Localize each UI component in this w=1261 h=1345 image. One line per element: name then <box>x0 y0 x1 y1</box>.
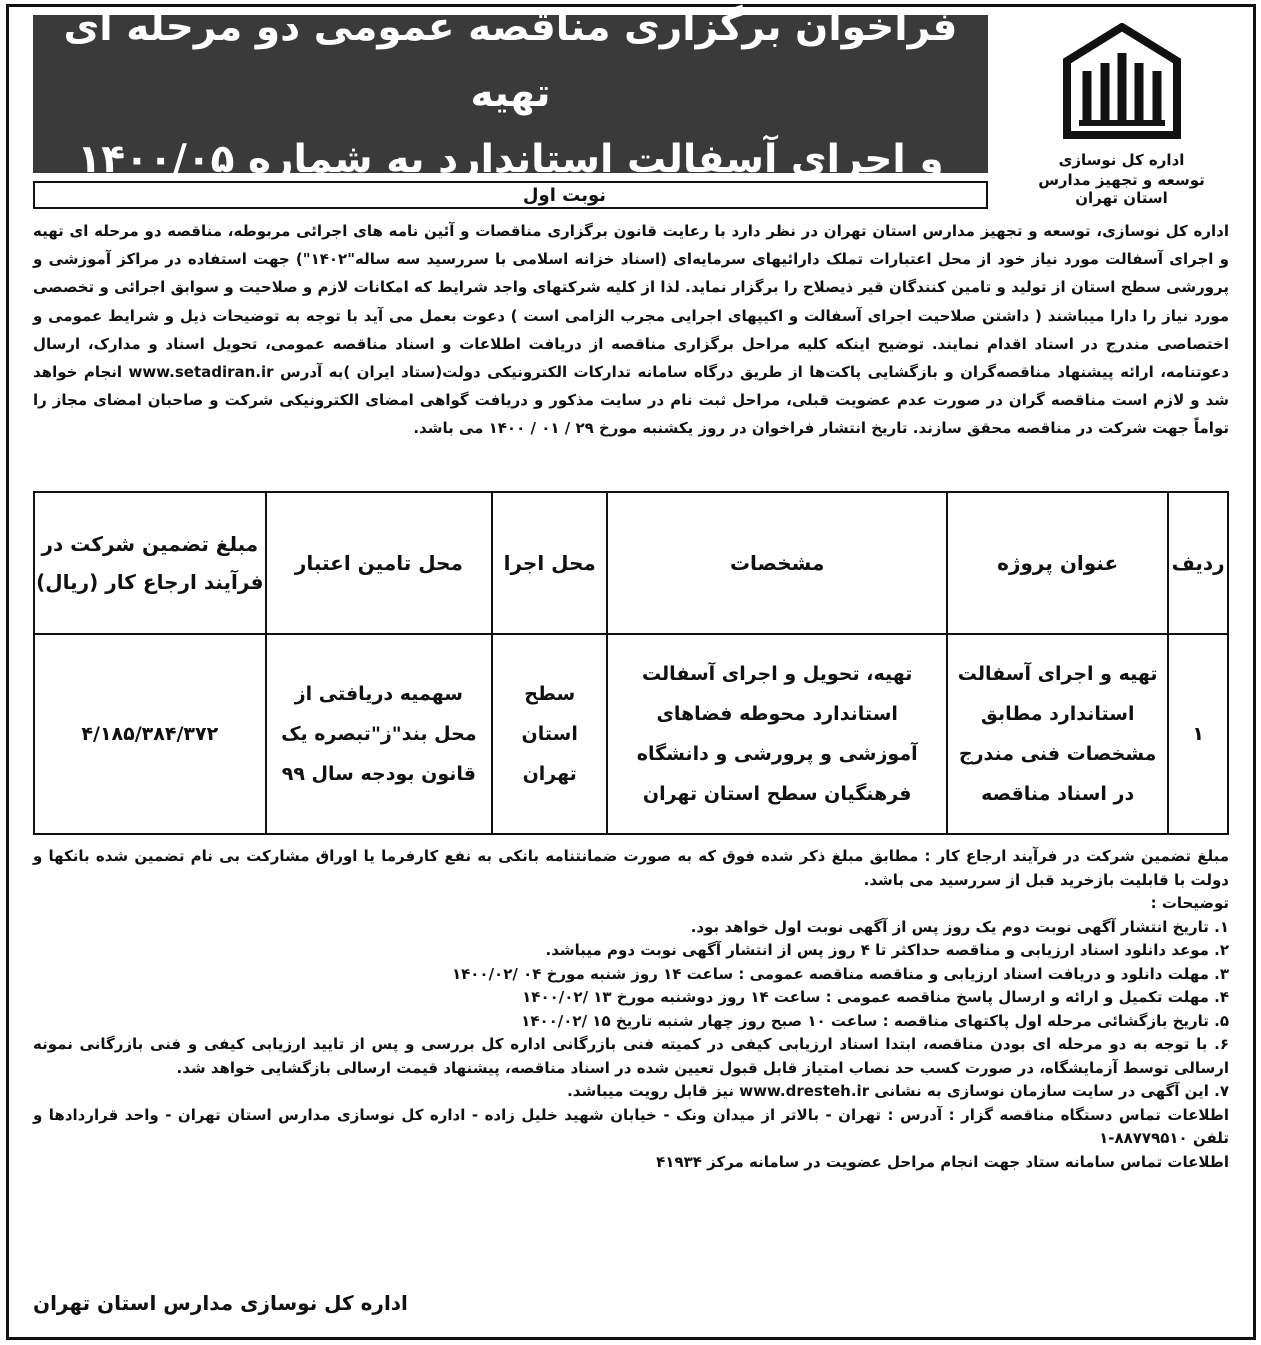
organization-logo-icon <box>1057 23 1187 141</box>
col-header-place: محل اجرا <box>492 492 607 634</box>
note-item: ۷. این آگهی در سایت سازمان نوسازی به نشانی www.dresteh.ir نیز قابل رویت میباشد. <box>567 1082 1229 1100</box>
col-header-spec: مشخصات <box>607 492 947 634</box>
col-header-amount: مبلغ تضمین شرکت در فرآیند ارجاع کار (ریال) <box>34 492 266 634</box>
project-table <box>33 491 1229 835</box>
note-item: ۵. تاریخ بازگشائی مرحله اول پاکتهای مناقصه : ساعت ۱۰ صبح روز چهار شنبه تاریخ ۱۵ /۱۴۰۰/۰۲ <box>521 1011 1229 1030</box>
note-item: ۱. تاریخ انتشار آگهی نوبت دوم یک روز پس از آگهی نوبت اول خواهد بود. <box>690 917 1229 936</box>
round-label: نوبت اول <box>33 181 988 209</box>
org-name-line-2: توسعه و تجهیز مدارس استان تهران <box>1038 171 1205 207</box>
table-row <box>34 634 1228 834</box>
table-header-row <box>34 492 1228 634</box>
note-item: ۳. مهلت دانلود و دریافت اسناد ارزیابی و مناقصه مناقصه عمومی : ساعت ۱۴ روز شنبه مورخ ۰۴ /۱۴۰۰/۰۲ <box>451 964 1229 983</box>
col-header-title: عنوان پروژه <box>947 492 1168 634</box>
notice-header <box>33 5 1229 207</box>
title-banner <box>33 5 988 182</box>
intro-paragraph: اداره کل نوسازی، توسعه و تجهیز مدارس استان تهران در نظر دارد با رعایت قانون برگزاری مناقصات و آئین نامه های اجرائی مربوطه، مناقصه دو مرحله ای تهیه و اجرای آسفالت مورد نیاز خود از محل اعتبارات تملک دارائیهای سرمایه‌ای (اسناد خزانه اسلامی با سررسید سه ساله"۱۴۰۲") جهت استفاده در مراکز آموزشی و پرورشی سطح استان از تولید و تامین کنندگان قیر ذیصلاح را برگزار نماید. لذا از کلیه شرکتهای واجد شرایط که امکانات لازم و صلاحیت و سوابق اجرائی و تخصصی مورد نیاز را دارا میباشند ( داشتن صلاحیت اجرای آسفالت و اکیپهای اجرایی مجرب الزامی است ) دعوت بعمل می آید با توجه به توضیحات ذیل و شرایط عمومی و اختصاصی مندرج در اسناد اقدام نمایند. توضیح اینکه کلیه مراحل برگزاری مناقصه از دریافت اطلاعات و اسناد مناقصه عمومی، تحویل اسناد و مدارک، ارسال دعوتنامه، ارائه پیشنهاد مناقصه‌گران و بازگشایی پاکت‌ها از طریق درگاه سامانه تدارکات الکترونیکی دولت(ستاد ایران )به آدرس www.setadiran.ir انجام خواهد شد و لازم است مناقصه گران در صورت عدم عضویت قبلی، مراحل ثبت نام در سایت مذکور و دریافت گواهی امضای الکترونیکی شرکت و صاحبان امضای مجاز را تواماً جهت شرکت در مناقصه محقق سازند. تاریخ انتشار فراخوان در روز یکشنبه مورخ ۲۹ / ۰۱ / ۱۴۰۰ می باشد. <box>33 222 1230 438</box>
title-line-1: فراخوان برگزاری مناقصه عمومی دو مرحله ای تهیه <box>63 5 958 116</box>
tender-notice <box>6 4 1256 1340</box>
cell-spec: تهیه، تحویل و اجرای آسفالت استاندارد محوطه فضاهای آموزشی و پرورشی و دانشگاه فرهنگیان سطح استان تهران <box>607 634 947 834</box>
note-item: ۴. مهلت تکمیل و ارائه و ارسال پاسخ مناقصه عمومی : ساعت ۱۴ روز دوشنبه مورخ ۱۳ /۱۴۰۰/۰۲ <box>522 988 1229 1006</box>
signature: اداره کل نوسازی مدارس استان تهران <box>33 1291 408 1315</box>
note-item: ۲. موعد دانلود اسناد ارزیابی و مناقصه حداکثر تا ۴ روز پس از انتشار آگهی نوبت دوم میباشد. <box>545 941 1229 959</box>
notes-title: توضیحات : <box>1150 894 1229 912</box>
col-header-row: ردیف <box>1168 492 1228 634</box>
cell-amount: ۴/۱۸۵/۳۸۴/۳۷۲ <box>34 634 266 834</box>
col-header-fund: محل تامین اعتبار <box>266 492 492 634</box>
title-line-2: و اجرای آسفالت استاندارد به شماره ۱۴۰۰/۰۵ <box>77 137 944 182</box>
cell-place: سطح استان تهران <box>492 634 607 834</box>
cell-fund: سهمیه دریافتی از محل بند"ز"تبصره یک قانون بودجه سال ۹۹ <box>266 634 492 834</box>
contact-info: اطلاعات تماس دستگاه مناقصه گزار : آدرس : تهران - بالاتر از میدان ونک - خیابان شهید خلیل زاده - اداره کل نوسازی مدارس استان تهران - واحد قراردادها و تلفن ۸۸۷۷۹۵۱۰-۱ <box>33 1105 1229 1147</box>
note-item: ۶. با توجه به دو مرحله ای بودن مناقصه، ابتدا اسناد ارزیابی کیفی در کمیته فنی بازرگانی اداره کل بررسی و پس از تایید ارزیابی کیفی و فنی بازرگانی نمونه ارسالی توسط آزمایشگاه، در صورت کسب حد نصاب امتیاز قابل قبول تعیین شده در اسناد مناقصه، پیشنهاد قیمت ارسالی بازگشایی خواهد شد. <box>33 1035 1229 1077</box>
organization-block <box>1014 15 1229 205</box>
guarantee-note: مبلغ تضمین شرکت در فرآیند ارجاع کار : مطابق مبلغ ذکر شده فوق که به صورت ضمانتنامه بانکی به نفع کارفرما یا اوراق مشارکت بی نام تضمین شده بانکها و دولت با قابلیت بازخرید قبل از سررسید می باشد. <box>33 847 1229 889</box>
setad-contact-info: اطلاعات تماس سامانه ستاد جهت انجام مراحل عضویت در سامانه مرکز ۴۱۹۳۴ <box>656 1152 1229 1171</box>
cell-row: ۱ <box>1168 634 1228 834</box>
cell-title: تهیه و اجرای آسفالت استاندارد مطابق مشخصات فنی مندرج در اسناد مناقصه <box>947 634 1168 834</box>
org-name-line-1: اداره کل نوسازی <box>1058 151 1185 169</box>
notes-section <box>33 845 1229 1174</box>
